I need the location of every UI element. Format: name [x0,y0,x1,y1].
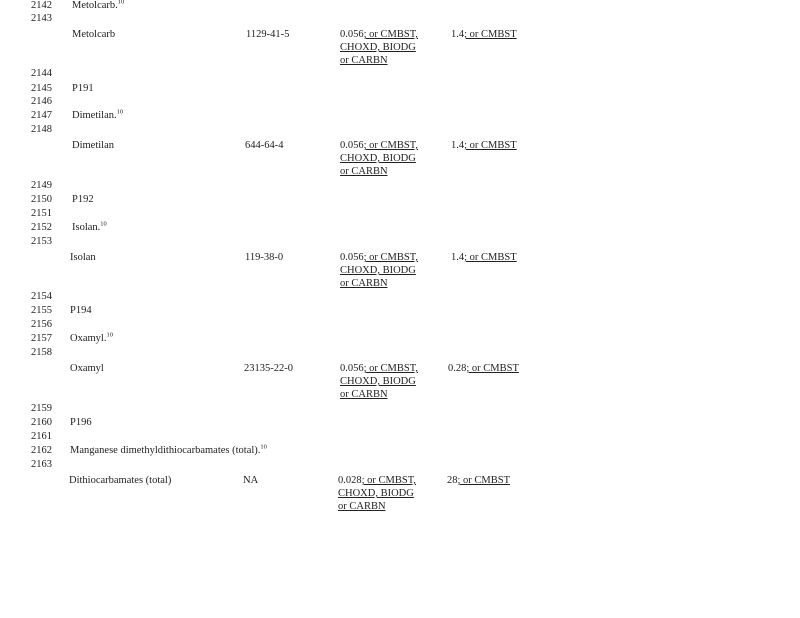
line-number: 2148 [31,124,52,135]
constituent-name: Dithiocarbamates (total) [69,475,172,486]
constituent-name: Metolcarb [72,29,116,40]
waste-code: P191 [72,83,94,94]
line-number: 2163 [31,459,52,470]
line-number: 2144 [31,68,52,79]
line-number: 2153 [31,236,52,247]
cas-number: 23135-22-0 [244,363,293,374]
nonwastewater-standard: 28; or CMBST [447,475,511,486]
cas-number: 644-64-4 [245,140,284,151]
line-number: 2162 [31,445,52,456]
line-number: 2154 [31,291,52,302]
line-number: 2151 [31,208,52,219]
line-number: 2157 [31,333,52,344]
waste-code: P192 [72,194,94,205]
wastewater-standard: 0.056; or CMBST, CHOXD, BIODG or CARBN [340,252,418,289]
wastewater-standard: 0.028; or CMBST, CHOXD, BIODG or CARBN [338,475,416,512]
constituent-name: Isolan [70,252,96,263]
line-number: 2142 [31,0,52,11]
line-number: 2147 [31,110,52,121]
nonwastewater-standard: 1.4; or CMBST [451,29,517,40]
constituent-name: Dimetilan [72,140,114,151]
waste-code: P194 [70,305,92,316]
constituent-heading: Metolcarb.$^{10}$ [72,0,125,11]
line-number: 2150 [31,194,52,205]
wastewater-standard: 0.056; or CMBST, CHOXD, BIODG or CARBN [340,29,418,66]
nonwastewater-standard: 1.4; or CMBST [451,252,517,263]
line-number: 2149 [31,180,52,191]
line-number: 2161 [31,431,52,442]
line-number: 2158 [31,347,52,358]
line-number: 2143 [31,13,52,24]
nonwastewater-standard: 1.4; or CMBST [451,140,517,151]
nonwastewater-standard: 0.28; or CMBST [448,363,519,374]
wastewater-standard: 0.056; or CMBST, CHOXD, BIODG or CARBN [340,140,418,177]
waste-code: P196 [70,417,92,428]
constituent-heading: Manganese dimethyldithiocarbamates (total).$^{10}$ [70,443,267,456]
line-number: 2145 [31,83,52,94]
constituent-name: Oxamyl [70,363,104,374]
cas-number: 1129-41-5 [246,29,290,40]
line-number: 2152 [31,222,52,233]
line-number: 2146 [31,96,52,107]
line-number: 2155 [31,305,52,316]
constituent-heading: Dimetilan.$^{10}$ [72,108,124,121]
constituent-heading: Isolan.$^{10}$ [72,220,107,233]
cas-number: NA [243,475,259,486]
line-number: 2156 [31,319,52,330]
cas-number: 119-38-0 [245,252,284,263]
wastewater-standard: 0.056; or CMBST, CHOXD, BIODG or CARBN [340,363,418,400]
line-number: 2159 [31,403,52,414]
line-number: 2160 [31,417,52,428]
constituent-heading: Oxamyl.$^{10}$ [70,331,113,344]
